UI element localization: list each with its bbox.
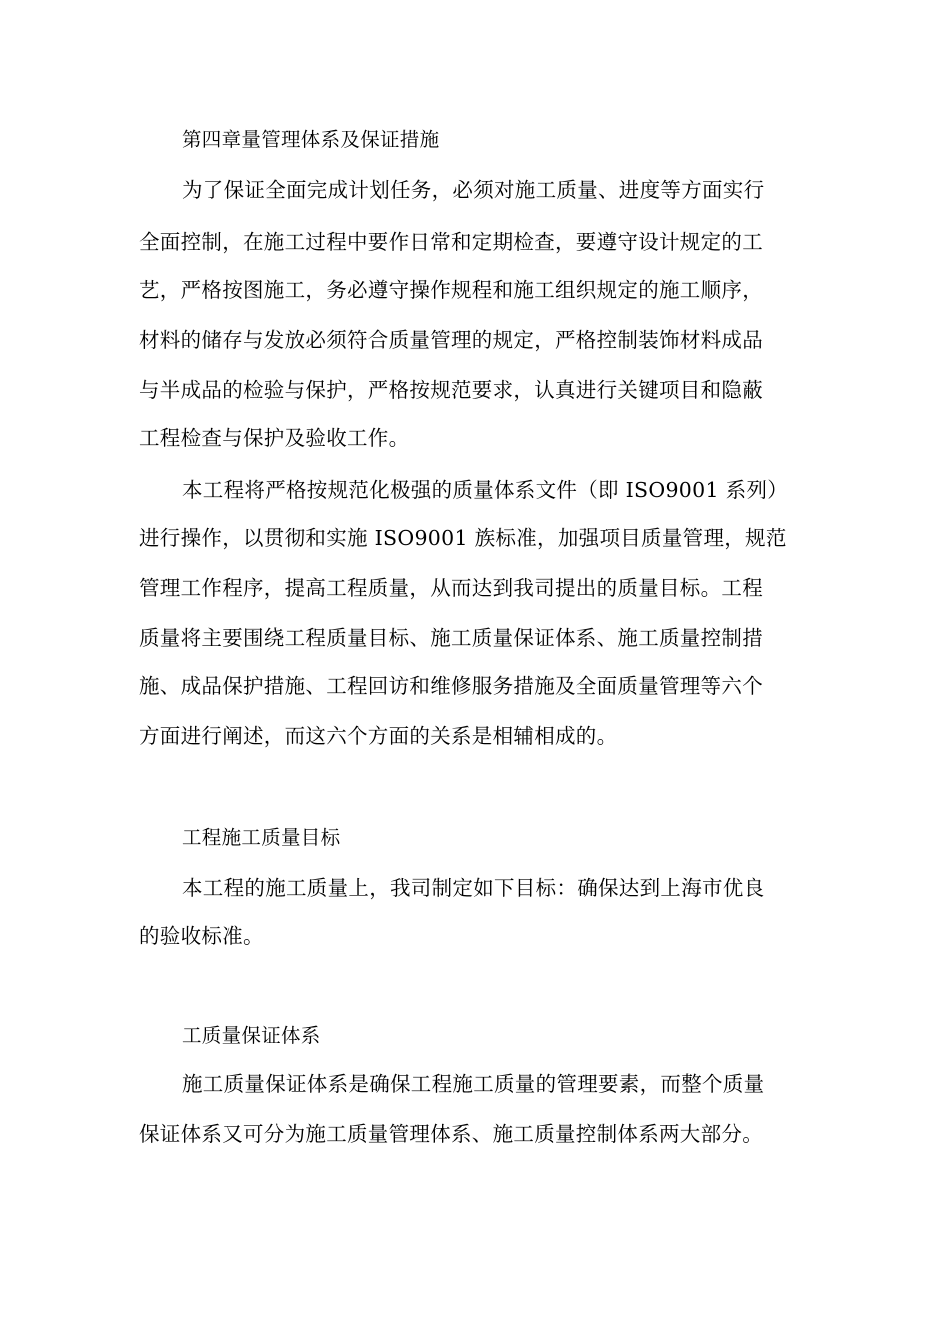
paragraph-line: 为了保证全面完成计划任务，必须对施工质量、进度等方面实行 [182, 178, 765, 202]
paragraph-line: 管理工作程序，提高工程质量，从而达到我司提出的质量目标。工程 [139, 576, 763, 600]
section-heading: 工质量保证体系 [182, 1024, 321, 1047]
paragraph-line: 方面进行阐述，而这六个方面的关系是相辅相成的。 [139, 724, 618, 748]
paragraph-line: 艺，严格按图施工，务必遵守操作规程和施工组织规定的施工顺序， [139, 278, 763, 302]
paragraph-line: 保证体系又可分为施工质量管理体系、施工质量控制体系两大部分。 [139, 1122, 763, 1146]
paragraph-line: 本工程将严格按规范化极强的质量体系文件（即 ISO9001 系列） [182, 478, 789, 502]
section-heading: 工程施工质量目标 [182, 826, 341, 849]
paragraph-line: 施工质量保证体系是确保工程施工质量的管理要素，而整个质量 [182, 1072, 765, 1096]
paragraph-line: 质量将主要围绕工程质量目标、施工质量保证体系、施工质量控制措 [139, 626, 763, 650]
paragraph-line: 与半成品的检验与保护，严格按规范要求，认真进行关键项目和隐蔽 [139, 378, 763, 402]
paragraph-line: 工程检查与保护及验收工作。 [139, 426, 410, 450]
paragraph-line: 施、成品保护措施、工程回访和维修服务措施及全面质量管理等六个 [139, 674, 763, 698]
paragraph-line: 的验收标准。 [139, 924, 264, 948]
paragraph-line: 进行操作，以贯彻和实施 ISO9001 族标准，加强项目质量管理，规范 [139, 526, 787, 550]
paragraph-line: 材料的储存与发放必须符合质量管理的规定，严格控制装饰材料成品 [139, 328, 763, 352]
section-heading: 第四章量管理体系及保证措施 [182, 128, 440, 151]
paragraph-line: 本工程的施工质量上，我司制定如下目标：确保达到上海市优良 [182, 876, 765, 900]
paragraph-line: 全面控制，在施工过程中要作日常和定期检查，要遵守设计规定的工 [139, 230, 763, 254]
